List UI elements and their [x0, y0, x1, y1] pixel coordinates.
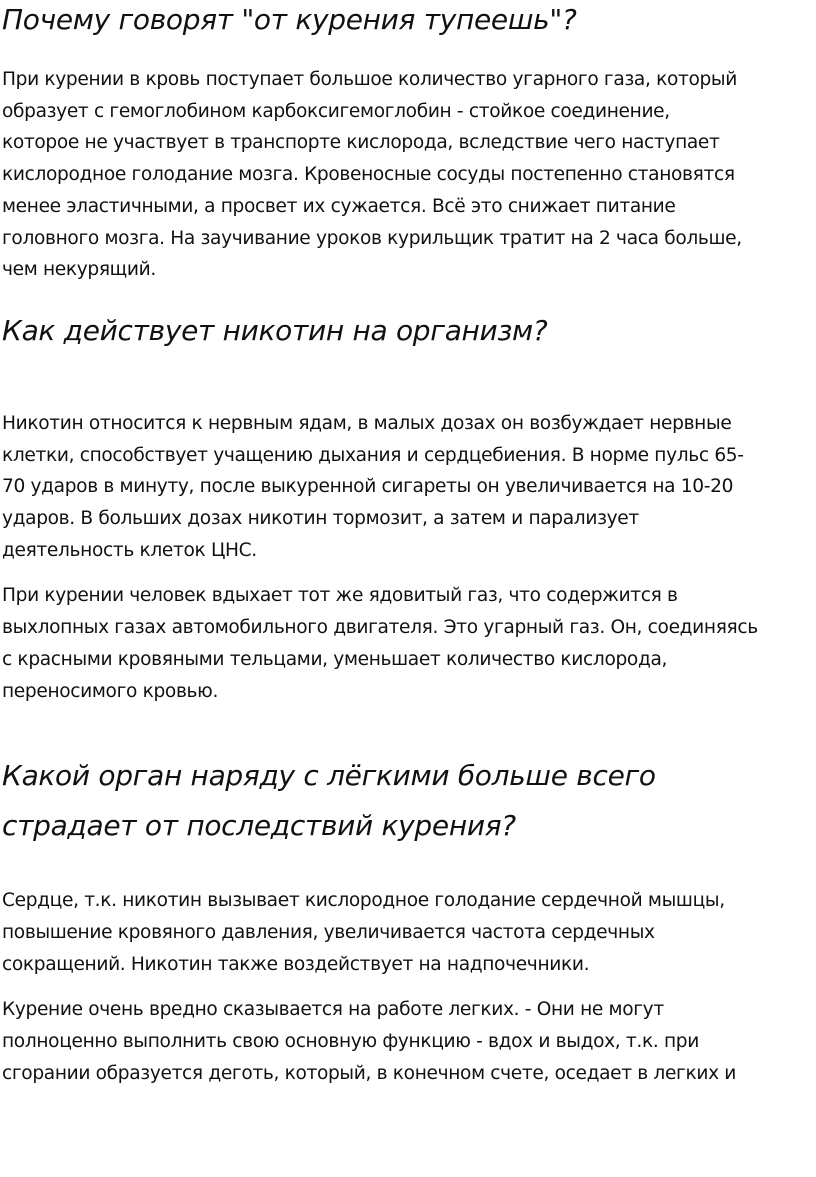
- paragraph-carbon-monoxide-brain: [0, 64, 807, 286]
- paragraph-lungs: [0, 994, 807, 1089]
- paragraph-heart: [0, 885, 807, 980]
- section-heading-nicotine-effect: Как действует никотин на организм?: [2, 313, 548, 347]
- text-line: При курении в кровь поступает большое количество угарного газа, который: [2, 69, 737, 90]
- text-line: повышение кровяного давления, увеличивается частота сердечных: [2, 921, 655, 943]
- text-line: сокращений. Никотин также воздействует на надпочечники.: [2, 953, 590, 975]
- text-line: Сердце, т.к. никотин вызывает кислородное голодание сердечной мышцы,: [2, 890, 725, 912]
- text-line: Никотин относится к нервным ядам, в малых дозах он возбуждает нервные: [2, 412, 732, 434]
- text-line: выхлопных газах автомобильного двигателя. Это угарный газ. Он, соединяясь: [2, 617, 758, 639]
- text-line: головного мозга. На заучивание уроков курильщик тратит на 2 часа больше,: [2, 227, 742, 249]
- text-line: ударов. В больших дозах никотин тормозит, а затем и парализует: [2, 508, 639, 530]
- text-line: 70 ударов в минуту, после выкуренной сигареты он увеличивается на 10-20: [2, 476, 734, 498]
- text-line: полноценно выполнить свою основную функцию - вдох и выдох, т.к. при: [2, 1031, 699, 1053]
- text-line: кислородное голодание мозга. Кровеносные сосуды постепенно становятся: [2, 164, 735, 186]
- text-line: с красными кровяными тельцами, уменьшает количество кислорода,: [2, 648, 668, 670]
- heading-line: страдает от последствий курения?: [2, 809, 516, 843]
- text-line: сгорании образуется деготь, который, в конечном счете, оседает в легких и: [2, 1062, 737, 1084]
- section-heading-organ-affected: [0, 751, 742, 851]
- heading-line: Какой орган наряду с лёгкими больше всего: [2, 759, 656, 793]
- text-line: образует с гемоглобином карбоксигемоглобин - стойкое соединение,: [2, 100, 670, 122]
- paragraph-nicotine-nerve-poison: [0, 408, 807, 567]
- text-line: менее эластичными, а просвет их сужается. Всё это снижает питание: [2, 195, 676, 217]
- text-line: клетки, способствует учащению дыхания и сердцебиения. В норме пульс 65-: [2, 444, 744, 466]
- paragraph-exhaust-gas: [0, 580, 807, 707]
- text-line: которое не участвует в транспорте кислорода, вследствие чего наступает: [2, 132, 720, 154]
- text-line: деятельность клеток ЦНС.: [2, 539, 257, 561]
- section-heading-smoking-dulls: Почему говорят "от курения тупеешь"?: [2, 3, 577, 36]
- text-line: переносимого кровью.: [2, 680, 219, 702]
- text-line: При курении человек вдыхает тот же ядовитый газ, что содержится в: [2, 585, 678, 607]
- text-line: Курение очень вредно сказывается на работе легких. - Они не могут: [2, 999, 664, 1021]
- text-line: чем некурящий.: [2, 259, 156, 281]
